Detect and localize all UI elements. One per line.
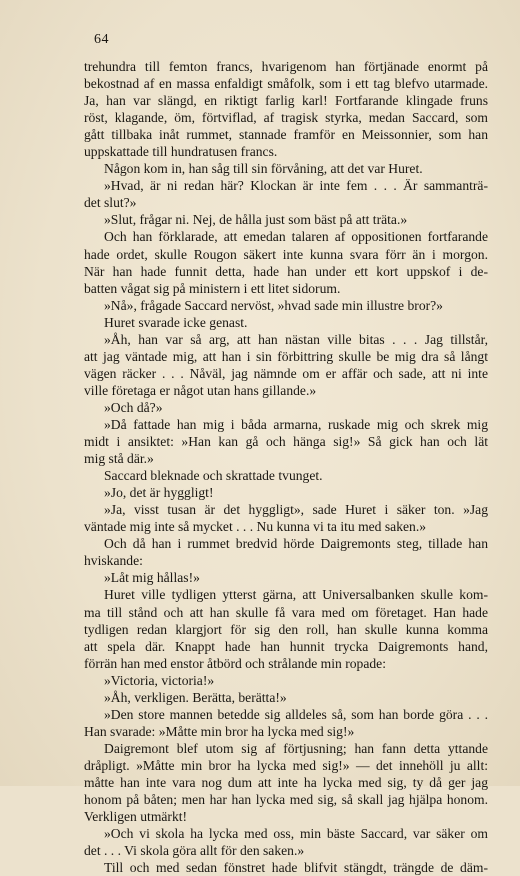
text-line: midt i ansiktet: »Han kan gå och hänga sig!» Så gick han och lät: [84, 434, 488, 450]
text-line: att spela där. Knappt hade han hunnit trycka Daigremonts hand,: [84, 638, 488, 654]
text-line: dråpligt. »Måtte min bror ha lycka med sig!» — det innehöll ju allt:: [84, 757, 488, 773]
text-line: »Åh, verkligen. Berätta, berätta!»: [104, 689, 287, 705]
text-line: Någon kom in, han såg till sin förvåning, att det var Huret.: [104, 161, 423, 177]
text-line: det . . . Vi skola göra allt för den saken.»: [84, 843, 305, 859]
text-line: Och då han i rummet bredvid hörde Daigremonts steg, tillade han: [104, 536, 488, 552]
text-line: Till och med sedan fönstret hade blifvit stängdt, trängde de däm-: [104, 860, 488, 876]
text-line: väntade mig inte så mycket . . . Nu kunna vi ta itu med saken.»: [84, 519, 427, 535]
text-line: Han svarade: »Måtte min bror ha lycka med sig!»: [84, 723, 355, 739]
text-line: Verkligen utmärkt!: [84, 809, 188, 825]
text-line: »Nå», frågade Saccard nervöst, »hvad sade min illustre bror?»: [104, 297, 443, 313]
text-line: det slut?»: [84, 195, 137, 211]
text-line: »Hvad, är ni redan här? Klockan är inte fem . . . Är sammanträ-: [104, 178, 488, 194]
text-line: När han hade funnit detta, hade han under ett kort uppskof i de-: [84, 263, 488, 279]
text-line: »Victoria, victoria!»: [104, 672, 215, 688]
text-line: bekostnad af en massa enfaldigt småfolk, som i ett tag blefvo utarmade.: [84, 76, 488, 92]
text-line: »Låt mig hållas!»: [104, 570, 200, 586]
text-line: Saccard bleknade och skrattade tvunget.: [104, 468, 323, 484]
text-line: ma till stånd och att han skulle få vara med om företaget. Han hade: [84, 604, 488, 620]
text-line: »Ja, visst tusan är det hyggligt», sade Huret i säker ton. »Jag: [104, 502, 488, 518]
text-line: honom på båten; men har han lycka med sig, så skall jag hjälpa honom.: [84, 792, 488, 808]
text-line: Huret ville tydligen ytterst gärna, att Universalbanken skulle kom-: [104, 587, 488, 603]
text-line: hviskande:: [84, 553, 143, 569]
text-line: gått tillbaka inåt rummet, stannade framför en Meissonnier, som han: [84, 127, 488, 143]
text-line: mig stå där.»: [84, 451, 154, 467]
text-line: »Den store mannen betedde sig alldeles så, som han borde göra . . .: [104, 706, 488, 722]
text-line: röst, klagande, öm, förtviflad, af tragisk styrka, medan Saccard, som: [84, 110, 488, 126]
text-line: Och han förklarade, att emedan talaren af oppositionen fortfarande: [104, 229, 488, 245]
text-line: förrän han med enstor åtbörd och strålande min ropade:: [84, 655, 386, 671]
text-line: batten vågat sig på ministern i ett litet sidorum.: [84, 280, 341, 296]
text-line: måtte han inte vara nog dum att inte ha lycka med sig, ty då ger jag: [84, 774, 488, 790]
body-text: [84, 58, 488, 876]
text-line: »Och vi skola ha lycka med oss, min bäste Saccard, var säker om: [104, 826, 488, 842]
text-line: trehundra till femton francs, hvarigenom han förtjänade enormt på: [84, 59, 488, 74]
text-line: »Och då?»: [104, 399, 163, 415]
text-line: hade ordet, skulle Rougon säkert inte kunna svara förr än i morgon.: [84, 246, 488, 262]
page-number: 64: [94, 32, 109, 47]
text-line: Daigremont blef utom sig af förtjusning; han fann detta yttande: [104, 740, 488, 756]
text-line: »Jo, det är hyggligt!: [104, 485, 214, 501]
text-line: tydligen redan klargjort för sig den roll, han skulle kunna komma: [84, 621, 488, 637]
text-line: »Då fattade han mig i båda armarna, ruskade mig och skrek mig: [104, 416, 488, 432]
text-line: Ja, han var slängd, en riktigt farlig karl! Fortfarande klingade fruns: [84, 93, 488, 109]
text-line: ville företaga er något utan hans gillande.»: [84, 382, 317, 398]
text-line: »Slut, frågar ni. Nej, de hålla just som bäst på att träta.»: [104, 212, 408, 228]
text-line: vägen räcker . . . Nåväl, jag nämnde om er affär och sade, att ni inte: [84, 365, 488, 381]
text-line: »Åh, han var så arg, att han nästan ville bitas . . . Jag tillstår,: [104, 331, 488, 347]
text-line: att jag väntade mig, att han i sin förbittring skulle be mig dra så långt: [84, 348, 488, 364]
text-line: Huret svarade icke genast.: [104, 314, 248, 330]
text-line: uppskattade till hundratusen francs.: [84, 144, 278, 160]
